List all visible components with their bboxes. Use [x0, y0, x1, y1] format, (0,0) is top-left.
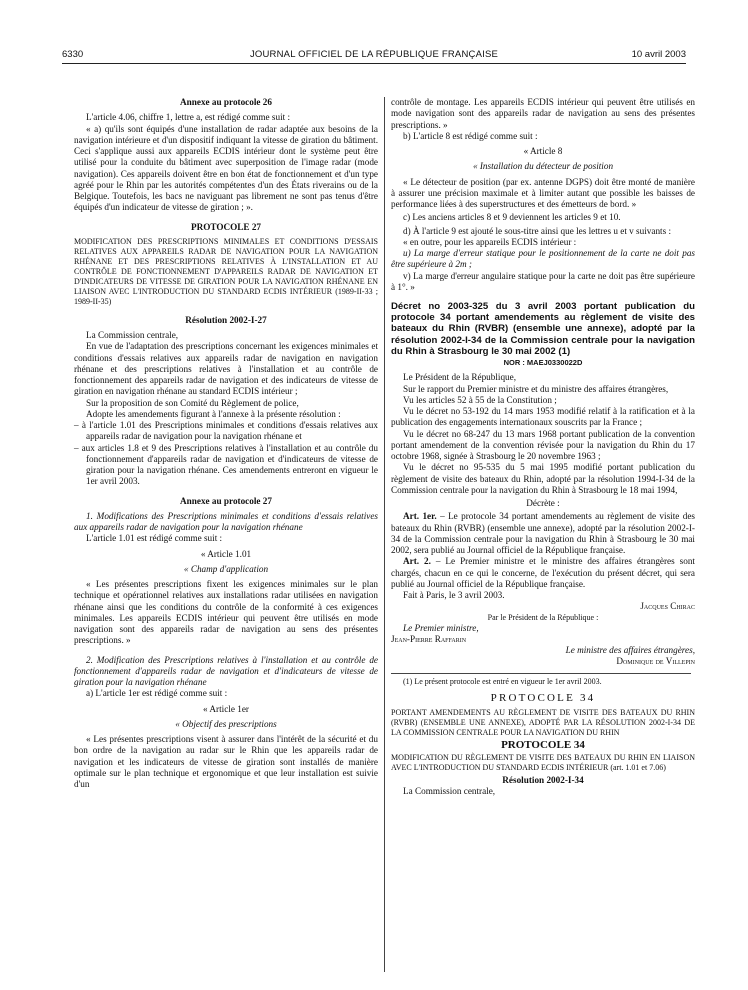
- article-101-text: « Les présentes prescriptions fixent les exigences minimales sur le plan technique et opérationnel relatives aux installations radar utilisées en navigation rhénane ainsi que les conditions du contrôle de la conformité à ces exigences minimales. Les appareils ECDIS intérieur qui peuvent être utilisés en mode navigation sont des appareils radar de navigation au sens des présentes prescriptions. »: [74, 579, 378, 646]
- article-2: [391, 556, 695, 590]
- decree-para-1: Le Président de la République,: [403, 372, 517, 383]
- res27-para-2: En vue de l'adaptation des prescriptions concernant les exigences minimales et conditions d'essais relatives aux appareils radar de navigation en navigation rhénane et des prescriptions relatives à l'installation et au contrôle de fonctionnement des appareils radar de navigation et des indicateurs de vitesse de giration en navigation rhénane au standard ECDIS intérieur ;: [74, 341, 378, 397]
- article-101-subheading: « Champ d'application: [183, 563, 269, 574]
- article-8-subheading: « Installation du détecteur de position: [472, 161, 614, 172]
- journal-title: JOURNAL OFFICIEL DE LA RÉPUBLIQUE FRANÇAISE: [249, 49, 499, 60]
- signature-chirac: Jacques Chirac: [640, 601, 695, 612]
- annex26-intro: L'article 4.06, chiffre 1, lettre a, est rédigé comme suit :: [86, 112, 291, 123]
- nor-reference: NOR : MAEJ0330022D: [503, 358, 583, 368]
- article-8-heading: « Article 8: [523, 146, 563, 156]
- page-number: 6330: [62, 49, 84, 60]
- decree-para-4: Vu le décret no 53-192 du 14 mars 1953 modifié relatif à la ratification et à la publication des engagements internationaux souscrits par la France ;: [391, 406, 695, 428]
- fait-a-paris: Fait à Paris, le 3 avril 2003.: [403, 590, 505, 601]
- article-1er: [391, 511, 695, 556]
- decree-para-6: Vu le décret no 95-535 du 5 mai 1995 modifié portant publication du règlement de visite des bateaux du Rhin, adopté par la résolution 1994-I-34 de la Commission centrale pour la navigation du Rhin à Strasbourg le 18 mai 1994,: [391, 462, 695, 495]
- res27-bullet-1: – à l'article 1.01 des Prescriptions minimales et conditions d'essais relatives aux appareils radar de navigation pour la navigation rhénane et: [74, 420, 378, 442]
- annex27-title: Annexe au protocole 27: [180, 495, 272, 506]
- decree-title: Décret no 2003-325 du 3 avril 2003 portant publication du protocole 34 portant amendements au règlement de visite des bateaux du Rhin (RVBR) (ensemble une annexe), adopté par la résolution 2002-I-34 de la Commission centrale pour la navigation du Rhin à Strasbourg le 30 mai 2002 (1): [391, 301, 695, 357]
- item-d-quote: « en outre, pour les appareils ECDIS intérieur :: [403, 236, 577, 247]
- protocol34-heading-bold: PROTOCOLE 34: [501, 738, 585, 751]
- left-column: [74, 97, 378, 790]
- article-2-text: – Le Premier ministre et le ministre des affaires étrangères sont chargés, chacun en ce qui le concerne, de l'exécution du présent décret, qui sera publié au Journal officiel de la République française.: [391, 556, 695, 589]
- res27-para-3: Sur la proposition de son Comité du Règlement de police,: [86, 397, 299, 408]
- article-101-heading: « Article 1.01: [200, 548, 252, 559]
- protocol27-title: PROTOCOLE 27: [190, 221, 262, 232]
- article-1er-text: – Le protocole 34 portant amendements au règlement de visite des bateaux du Rhin (RVBR) (ensemble une annexe), adopté par la résolution 2002-I-34 de la Commission centrale pour la navigation du Rhin à Strasbourg le 30 mai 2002, sera publié au Journal officiel de la République française.: [391, 511, 695, 556]
- resolution27-title: Résolution 2002-I-27: [185, 314, 267, 325]
- decrete: Décrète :: [526, 498, 560, 509]
- page-header: [62, 49, 686, 63]
- par-le-president: Par le Président de la République :: [487, 612, 599, 622]
- res34-para-1: La Commission centrale,: [403, 786, 496, 797]
- protocol34-subtitle-2: MODIFICATION DU RÈGLEMENT DE VISITE DES BATEAUX DU RHIN EN LIAISON AVEC L'INTRODUCTION DU STANDARD ECDIS INTÉRIEUR (art. 1.01 et 7.06): [391, 753, 695, 773]
- annex26-text: « a) qu'ils sont équipés d'une installation de radar adaptée aux besoins de la navigation intérieure et d'un dispositif indiquant la vitesse de giration du bâtiment. Ceci s'applique aussi aux appareils ECDIS intérieur dont le système peut être utilisé pour la conduite du bâtiment avec superposition de l'image radar (mode navigation). Ces appareils doivent être en bon état de fonctionnement et d'un type agréé pour le Rhin par les autorités compétentes d'un des États riverains ou de la Belgique. Toutefois, les bacs ne naviguant pas librement ne sont pas tenus d'être équipés d'un indicateur de vitesse de giration ; ».: [74, 123, 378, 213]
- item-d: d) À l'article 9 est ajouté le sous-titre ainsi que les lettres u et v suivants :: [403, 225, 672, 236]
- issue-date: 10 avril 2003: [631, 49, 686, 60]
- resolution34-title: Résolution 2002-I-34: [502, 775, 584, 786]
- decree-para-2: Sur le rapport du Premier ministre et du ministre des affaires étrangères,: [403, 383, 669, 394]
- mae-title: Le ministre des affaires étrangères,: [565, 645, 695, 656]
- item-d-u: u) La marge d'erreur statique pour le positionnement de la carte ne doit pas être supérieure à 2m ;: [391, 248, 695, 270]
- item-b: b) L'article 8 est rédigé comme suit :: [403, 130, 538, 141]
- item-d-v: v) La marge d'erreur angulaire statique pour la carte ne doit pas être supérieure à 1°. »: [391, 270, 695, 292]
- res27-para-1: La Commission centrale,: [86, 330, 179, 340]
- protocol34-subtitle-1: PORTANT AMENDEMENTS AU RÈGLEMENT DE VISITE DES BATEAUX DU RHIN (RVBR) (ENSEMBLE UNE ANNEXE), ADOPTÉ PAR LA RÉSOLUTION 2002-I-34 DE LA COMMISSION CENTRALE POUR LA NAVIGATION DU RHIN: [391, 707, 695, 737]
- protocol34-heading-spaced: PROTOCOLE 34: [490, 691, 596, 704]
- annex27-section-1: 1. Modifications des Prescriptions minimales et conditions d'essais relatives aux appareils radar de navigation pour la navigation rhénane: [74, 510, 378, 532]
- annex26-title: Annexe au protocole 26: [180, 97, 272, 107]
- header-rule: [62, 63, 686, 64]
- item-c: c) Les anciens articles 8 et 9 deviennent les articles 9 et 10.: [403, 212, 621, 223]
- right-column: [391, 97, 695, 798]
- annex27-s1-intro: L'article 1.01 est rédigé comme suit :: [86, 533, 223, 544]
- article-1-text: « Les présentes prescriptions visent à assurer dans l'intérêt de la sécurité et du bon ordre de la navigation au radar sur le Rhin que les appareils radar de navigation et les indicateurs de vitesse de giration sont installés de manière optimale sur le plan technique et ergonomique et que leur installation est suivie d'un: [74, 734, 378, 789]
- decree-para-5: Vu le décret no 68-247 du 13 mars 1968 portant publication de la convention portant amendement de la convention révisée pour la navigation du Rhin du 17 octobre 1968, signée à Strasbourg le 20 novembre 1963 ;: [391, 428, 695, 462]
- footnote-rule: [391, 673, 691, 674]
- protocol27-subtitle: MODIFICATION DES PRESCRIPTIONS MINIMALES ET CONDITIONS D'ESSAIS RELATIVES AUX APPAREILS RADAR DE NAVIGATION POUR LA NAVIGATION RHÉNANE ET DES PRESCRIPTIONS RELATIVES À L'INSTALLATION ET AU CONTRÔLE DE FONCTIONNEMENT D'APPAREILS RADAR DE NAVIGATION ET D'INDICATEURS DE VITESSE DE GIRATION POUR LA NAVIGATION RHÉNANE EN LIAISON AVEC L'INTRODUCTION DU STANDARD ECDIS INTÉRIEUR (1989-II-33 ; 1989-II-35): [74, 236, 378, 306]
- article-1-heading: « Article 1er: [203, 703, 249, 714]
- decree-para-3: Vu les articles 52 à 55 de la Constitution ;: [403, 394, 557, 405]
- column-divider: [384, 97, 385, 972]
- premier-ministre-name: Jean-Pierre Raffarin: [391, 633, 467, 644]
- article-1er-label: Art. 1er.: [403, 511, 437, 522]
- article-1-subheading: « Objectif des prescriptions: [175, 718, 277, 729]
- annex27-s2-a: a) L'article 1er est rédigé comme suit :: [86, 688, 228, 699]
- footnote: (1) Le présent protocole est entré en vigueur le 1er avril 2003.: [403, 676, 602, 686]
- res27-bullet-2: – aux articles 1.8 et 9 des Prescriptions relatives à l'installation et au contrôle du fonctionnement d'appareils radar de navigation et d'indicateurs de vitesse de giration pour la navigation rhénane. Ces amendements entreront en vigueur le 1er avril 2003.: [74, 442, 378, 487]
- article-8-text: « Le détecteur de position (par ex. antenne DGPS) doit être monté de manière à assurer une précision maximale et à limiter autant que possible les baisses de performance liées à des superstructures et des émetteurs de bord. »: [391, 176, 695, 209]
- mae-name: Dominique de Villepin: [616, 656, 695, 667]
- article-2-label: Art. 2.: [403, 556, 431, 567]
- continued-text: contrôle de montage. Les appareils ECDIS intérieur qui peuvent être utilisés en mode navigation sont des appareils radar de navigation au sens des présentes prescriptions. »: [391, 97, 695, 130]
- annex27-section-2: 2. Modification des Prescriptions relatives à l'installation et au contrôle de fonctionnement d'appareils radar de navigation et d'indicateurs de vitesse de giration pour la navigation rhénane: [74, 654, 378, 687]
- premier-ministre-title: Le Premier ministre,: [403, 622, 479, 633]
- res27-para-4: Adopte les amendements figurant à l'annexe à la présente résolution :: [86, 408, 341, 419]
